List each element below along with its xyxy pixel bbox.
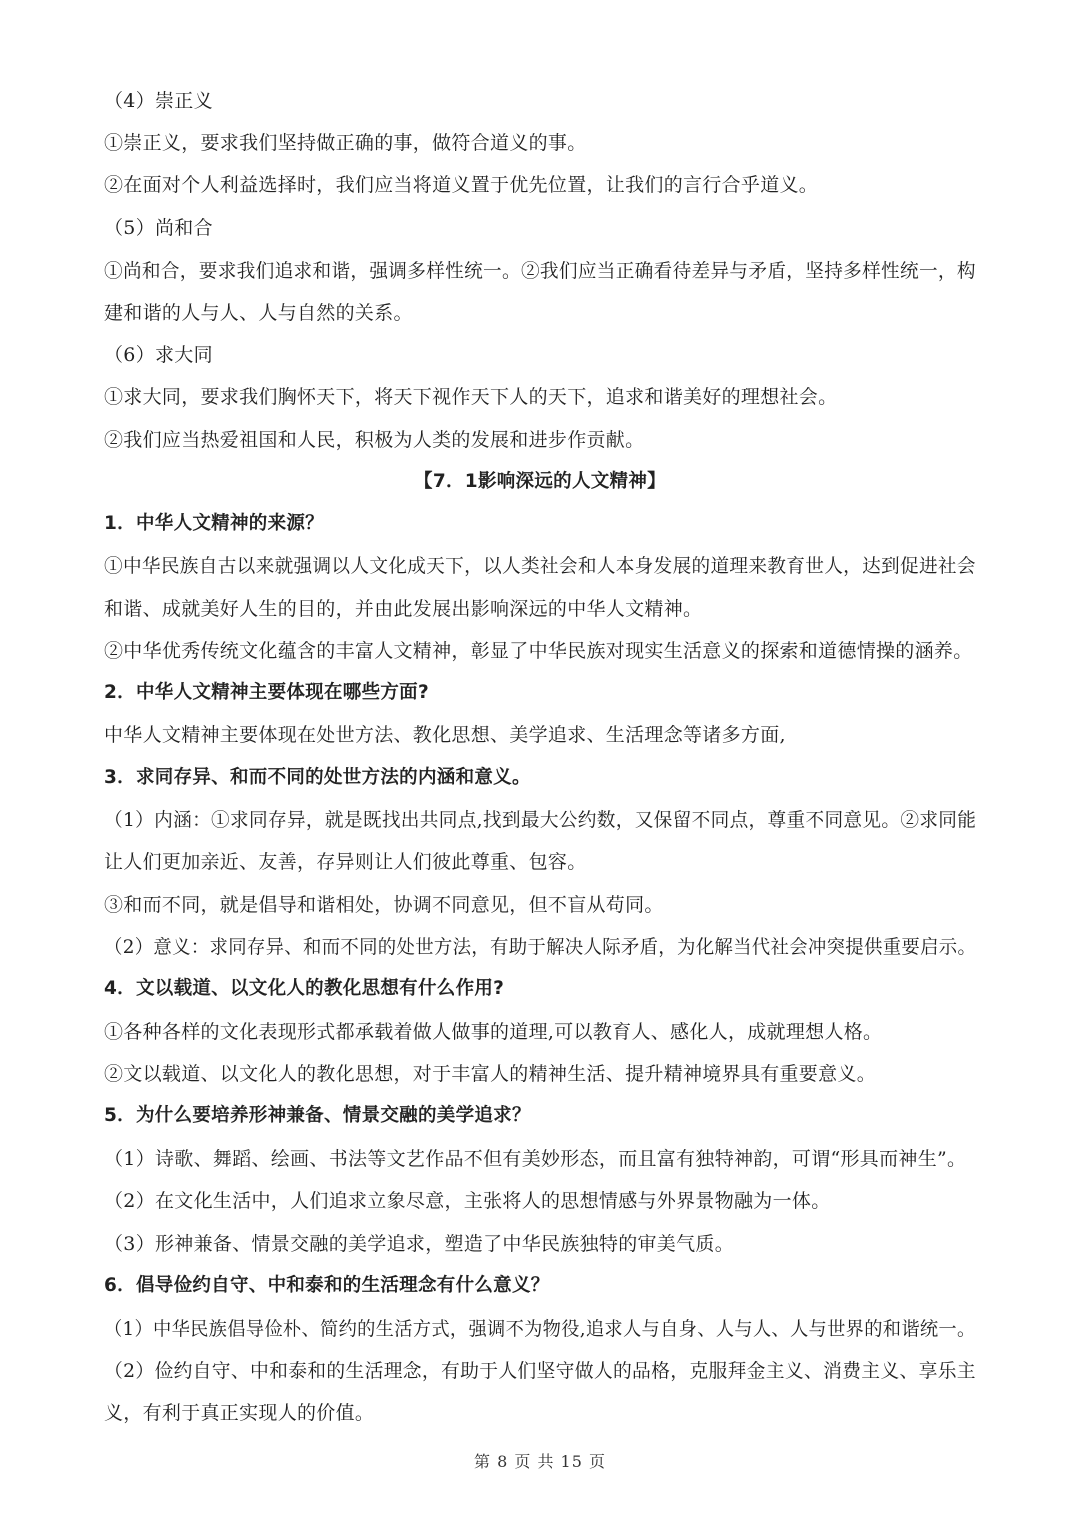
paragraph-line: 义，有利于真正实现人的价值。	[104, 1402, 375, 1424]
paragraph-line: （2）意义：求同存异、和而不同的处世方法，有助于解决人际矛盾，为化解当代社会冲突提供重要启示。	[104, 936, 977, 958]
paragraph-line: （2）在文化生活中，人们追求立象尽意，主张将人的思想情感与外界景物融为一体。	[104, 1190, 831, 1212]
paragraph-line: （1）内涵：①求同存异，就是既找出共同点,找到最大公约数，又保留不同点，尊重不同意见。②求同能	[104, 809, 977, 831]
paragraph-line: （2）俭约自守、中和泰和的生活理念，有助于人们坚守做人的品格，克服拜金主义、消费主义、享乐主	[104, 1360, 976, 1382]
question-heading-4: 4．文以载道、以文化人的教化思想有什么作用?	[104, 978, 505, 999]
question-heading-3: 3．求同存异、和而不同的处世方法的内涵和意义。	[104, 767, 531, 788]
paragraph-line: 建和谐的人与人、人与自然的关系。	[104, 302, 413, 324]
paragraph-line: 和谐、成就美好人生的目的，并由此发展出影响深远的中华人文精神。	[104, 598, 703, 620]
page-number-footer: 第 8 页 共 15 页	[474, 1452, 606, 1471]
paragraph-line: ①崇正义，要求我们坚持做正确的事，做符合道义的事。	[104, 132, 587, 154]
paragraph-line: ①各种各样的文化表现形式都承载着做人做事的道理,可以教育人、感化人，成就理想人格。	[104, 1021, 883, 1043]
question-heading-1: 1．中华人文精神的来源？	[104, 513, 324, 534]
question-heading-5: 5．为什么要培养形神兼备、情景交融的美学追求？	[104, 1105, 531, 1126]
paragraph-line: ①尚和合，要求我们追求和谐，强调多样性统一。②我们应当正确看待差异与矛盾，坚持多样性统一，构	[104, 260, 976, 282]
paragraph-line: ②我们应当热爱祖国和人民，积极为人类的发展和进步作贡献。	[104, 429, 645, 451]
question-heading-6: 6．倡导俭约自守、中和泰和的生活理念有什么意义？	[104, 1275, 550, 1296]
paragraph-line: 让人们更加亲近、友善，存异则让人们彼此尊重、包容。	[104, 851, 587, 873]
paragraph-line: ②在面对个人利益选择时，我们应当将道义置于优先位置，让我们的言行合乎道义。	[104, 174, 819, 196]
paragraph-line: ①求大同，要求我们胸怀天下，将天下视作天下人的天下，追求和谐美好的理想社会。	[104, 386, 838, 408]
paragraph-line: （3）形神兼备、情景交融的美学追求，塑造了中华民族独特的审美气质。	[104, 1233, 734, 1255]
subheading-shanghehe: （5）尚和合	[104, 217, 213, 239]
paragraph-line: （1）中华民族倡导俭朴、简约的生活方式，强调不为物役,追求人与自身、人与人、人与世界的和谐统一。	[104, 1318, 976, 1340]
paragraph-line: ②文以载道、以文化人的教化思想，对于丰富人的精神生活、提升精神境界具有重要意义。	[104, 1063, 877, 1085]
paragraph-line: ①中华民族自古以来就强调以人文化成天下，以人类社会和人本身发展的道理来教育世人，达到促进社会	[104, 555, 976, 577]
section-title: 【7．1影响深远的人文精神】	[414, 471, 666, 492]
subheading-chongzhengyi: （4）崇正义	[104, 90, 213, 112]
paragraph-line: 中华人文精神主要体现在处世方法、教化思想、美学追求、生活理念等诸多方面,	[104, 724, 786, 746]
paragraph-line: ②中华优秀传统文化蕴含的丰富人文精神，彰显了中华民族对现实生活意义的探索和道德情操的涵养。	[104, 640, 973, 662]
subheading-qiudatong: （6）求大同	[104, 344, 213, 366]
question-heading-2: 2．中华人文精神主要体现在哪些方面?	[104, 682, 430, 703]
paragraph-line: ③和而不同，就是倡导和谐相处，协调不同意见，但不盲从苟同。	[104, 894, 664, 916]
paragraph-line: （1）诗歌、舞蹈、绘画、书法等文艺作品不但有美妙形态，而且富有独特神韵，可谓“形具而神生”。	[104, 1148, 967, 1170]
